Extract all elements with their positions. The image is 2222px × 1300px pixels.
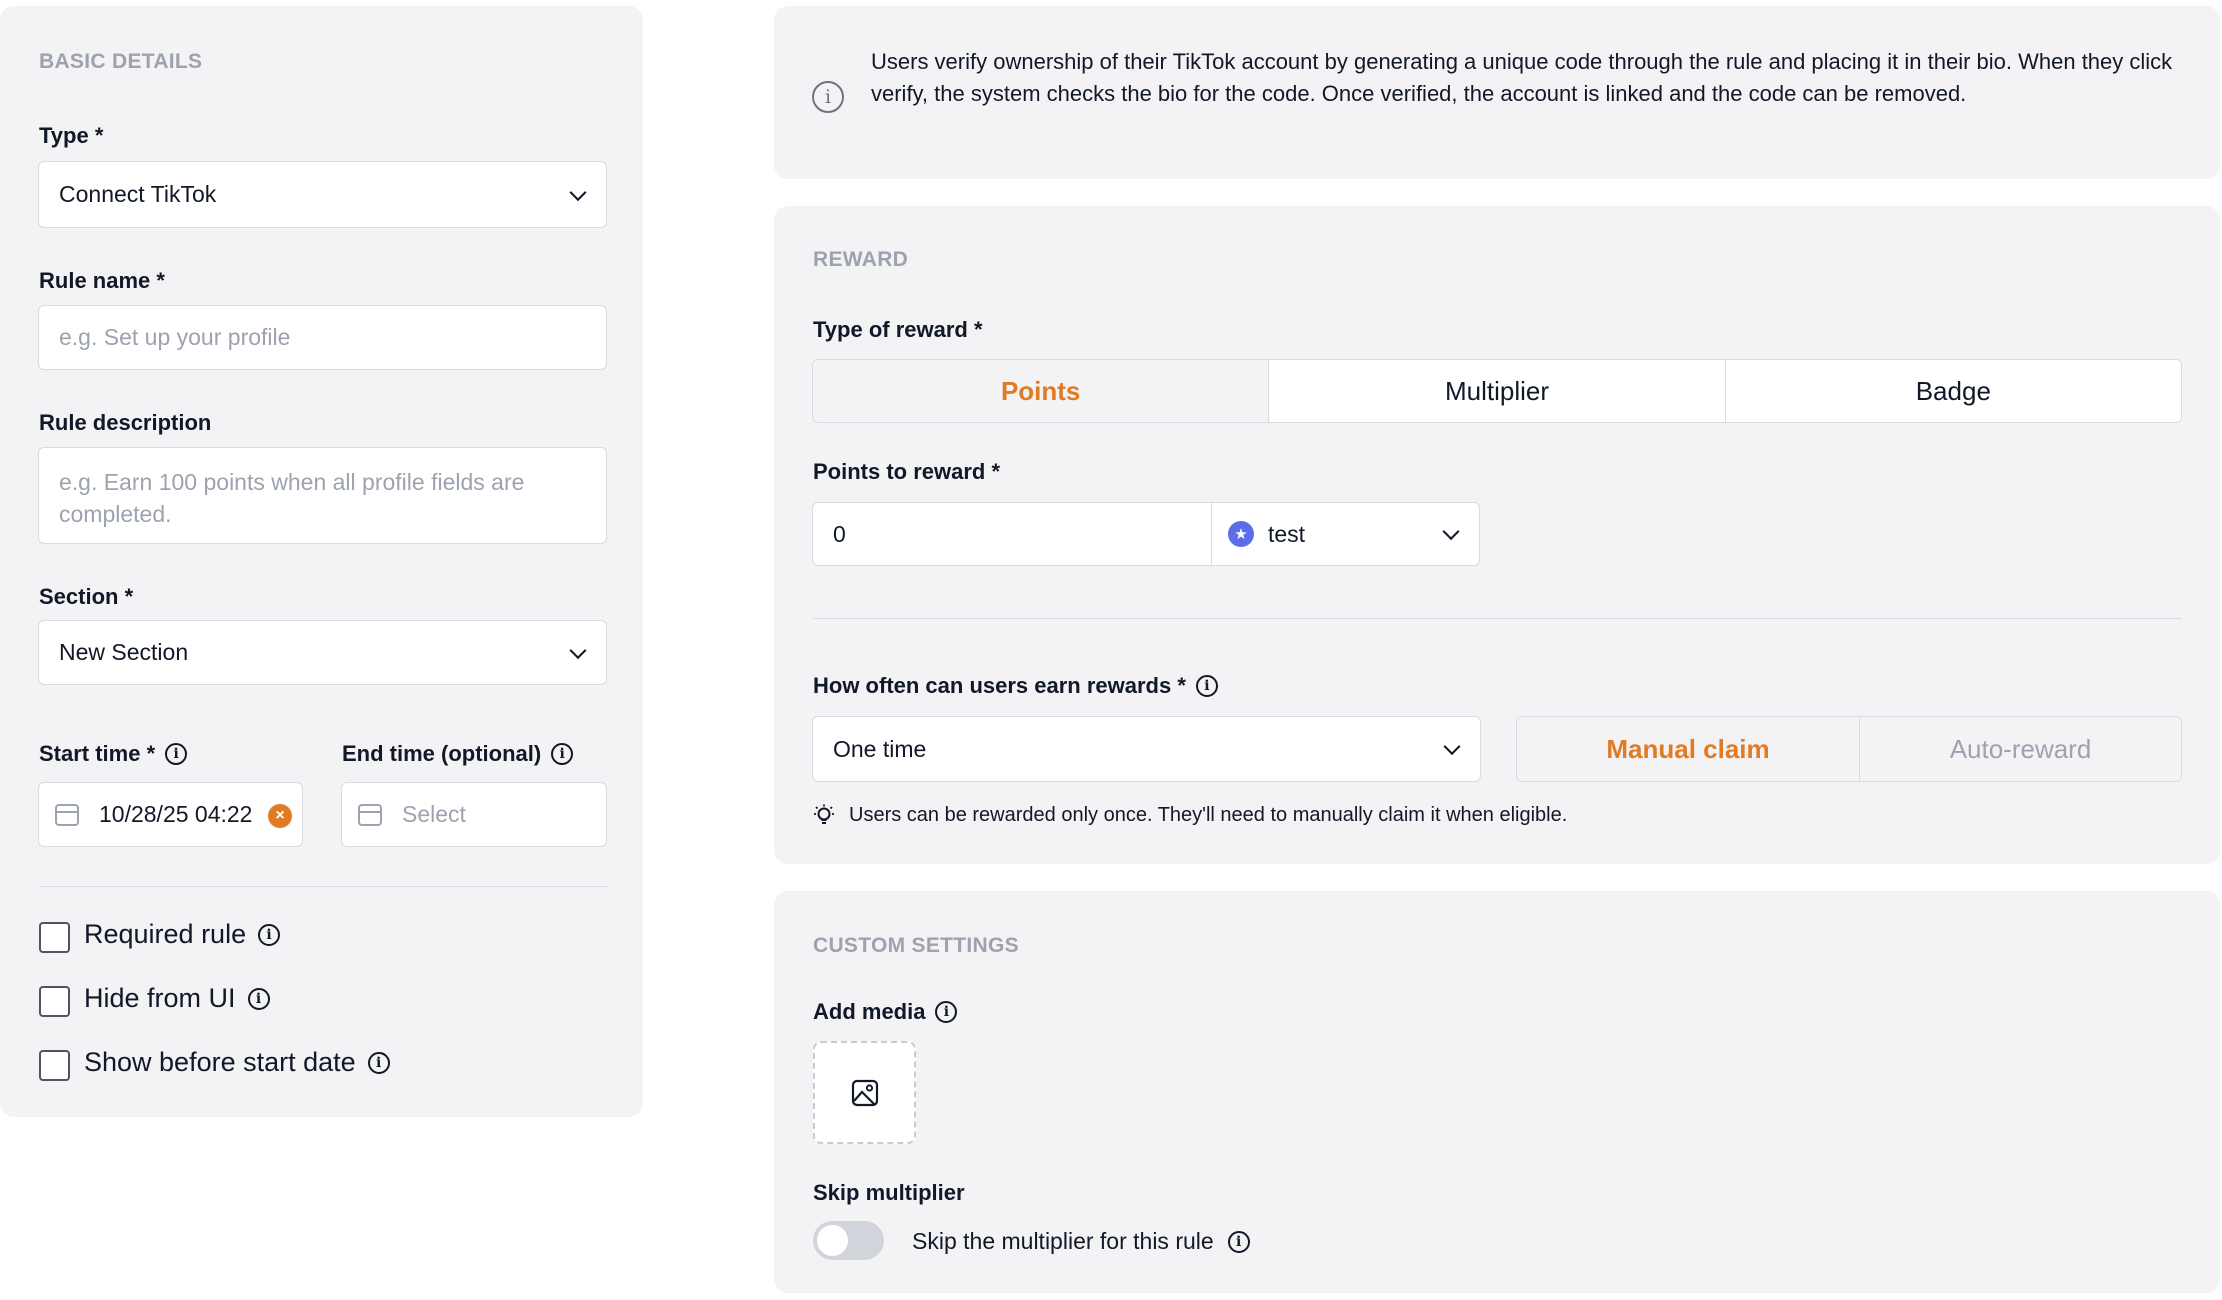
required-rule-row [84, 919, 280, 950]
claim-mode-manual[interactable]: Manual claim [1517, 717, 1860, 781]
end-time-placeholder: Select [402, 801, 466, 827]
chevron-down-icon [1443, 523, 1460, 540]
show-before-start-checkbox[interactable] [39, 1050, 70, 1081]
hide-from-ui-row [84, 983, 270, 1014]
lightbulb-icon [813, 803, 835, 827]
chevron-down-icon [570, 642, 587, 659]
info-icon[interactable]: i [551, 743, 573, 765]
custom-settings-title: CUSTOM SETTINGS [813, 934, 1019, 957]
skip-multiplier-toggle[interactable] [813, 1221, 884, 1260]
divider [813, 618, 2182, 619]
points-to-reward-label: Points to reward * [813, 459, 1001, 484]
points-value: 0 [833, 520, 846, 547]
rule-description-label: Rule description [39, 410, 212, 435]
add-media-label: Add media [813, 999, 926, 1024]
rule-name-label: Rule name * [39, 268, 165, 293]
start-time-value: 10/28/25 04:22 [99, 801, 253, 827]
reward-title: REWARD [813, 248, 909, 271]
end-time-label: End time (optional) [342, 741, 542, 766]
info-icon[interactable]: i [1196, 675, 1218, 697]
chevron-down-icon [1444, 738, 1461, 755]
frequency-label: How often can users earn rewards * [813, 673, 1186, 698]
info-icon: i [812, 81, 844, 113]
currency-value: test [1268, 520, 1306, 547]
currency-select[interactable] [1211, 502, 1480, 566]
start-time-label: Start time * [39, 741, 156, 766]
type-select-value: Connect TikTok [59, 181, 217, 207]
info-banner [774, 6, 2220, 179]
start-time-label-row [39, 741, 187, 767]
basic-details-panel [0, 6, 643, 1117]
info-icon[interactable]: i [165, 743, 187, 765]
reward-type-segmented [812, 359, 2182, 423]
required-rule-label: Required rule [84, 919, 247, 949]
type-label: Type * [39, 123, 104, 148]
start-time-input[interactable] [38, 782, 303, 847]
calendar-icon [358, 804, 382, 826]
star-icon: ★ [1228, 521, 1254, 547]
custom-settings-panel [774, 891, 2220, 1293]
claim-mode-segmented [1516, 716, 2182, 782]
image-icon [851, 1079, 879, 1107]
reward-type-points[interactable]: Points [813, 360, 1269, 422]
claim-mode-auto[interactable]: Auto-reward [1860, 717, 2181, 781]
reward-type-label: Type of reward * [813, 317, 983, 342]
end-time-input[interactable] [341, 782, 607, 847]
frequency-hint [813, 803, 1567, 827]
add-media-dropzone[interactable] [813, 1041, 916, 1144]
hide-from-ui-label: Hide from UI [84, 983, 236, 1013]
chevron-down-icon [570, 184, 587, 201]
section-label: Section * [39, 584, 134, 609]
info-icon[interactable]: i [935, 1001, 957, 1023]
clear-icon[interactable]: × [268, 804, 292, 828]
required-rule-checkbox[interactable] [39, 922, 70, 953]
info-icon[interactable]: i [368, 1052, 390, 1074]
end-time-label-row [342, 741, 573, 767]
info-icon[interactable]: i [258, 924, 280, 946]
rule-description-textarea[interactable] [38, 447, 607, 544]
reward-panel [774, 206, 2220, 864]
basic-details-title: BASIC DETAILS [39, 50, 203, 73]
reward-type-multiplier[interactable]: Multiplier [1269, 360, 1725, 422]
info-icon[interactable]: i [1228, 1231, 1250, 1253]
info-text: Users verify ownership of their TikTok account by generating a unique code through the rule and placing it in their bio. When they click verify, the system checks the bio for the code. Once verified, the account is linked and the code can be removed. [871, 49, 2173, 106]
show-before-start-row [84, 1047, 390, 1078]
frequency-hint-text: Users can be rewarded only once. They'll need to manually claim it when eligible. [849, 803, 1568, 826]
section-select-value: New Section [59, 639, 189, 665]
skip-multiplier-label: Skip multiplier [813, 1180, 965, 1205]
rule-name-input[interactable] [38, 305, 607, 370]
section-select[interactable] [38, 620, 607, 685]
rule-description-placeholder: e.g. Earn 100 points when all profile fields are completed. [59, 469, 525, 527]
calendar-icon [55, 804, 79, 826]
hide-from-ui-checkbox[interactable] [39, 986, 70, 1017]
add-media-label-row [813, 999, 957, 1025]
divider [39, 886, 607, 887]
info-icon[interactable]: i [248, 988, 270, 1010]
frequency-select[interactable] [812, 716, 1481, 782]
show-before-start-label: Show before start date [84, 1047, 356, 1077]
type-select[interactable] [38, 161, 607, 228]
skip-multiplier-row [912, 1228, 1250, 1255]
rule-name-placeholder: e.g. Set up your profile [59, 324, 291, 350]
skip-multiplier-toggle-label: Skip the multiplier for this rule [912, 1228, 1214, 1254]
frequency-value: One time [833, 735, 927, 762]
frequency-label-row [813, 673, 1218, 699]
points-input[interactable] [812, 502, 1213, 566]
reward-type-badge[interactable]: Badge [1726, 360, 2181, 422]
